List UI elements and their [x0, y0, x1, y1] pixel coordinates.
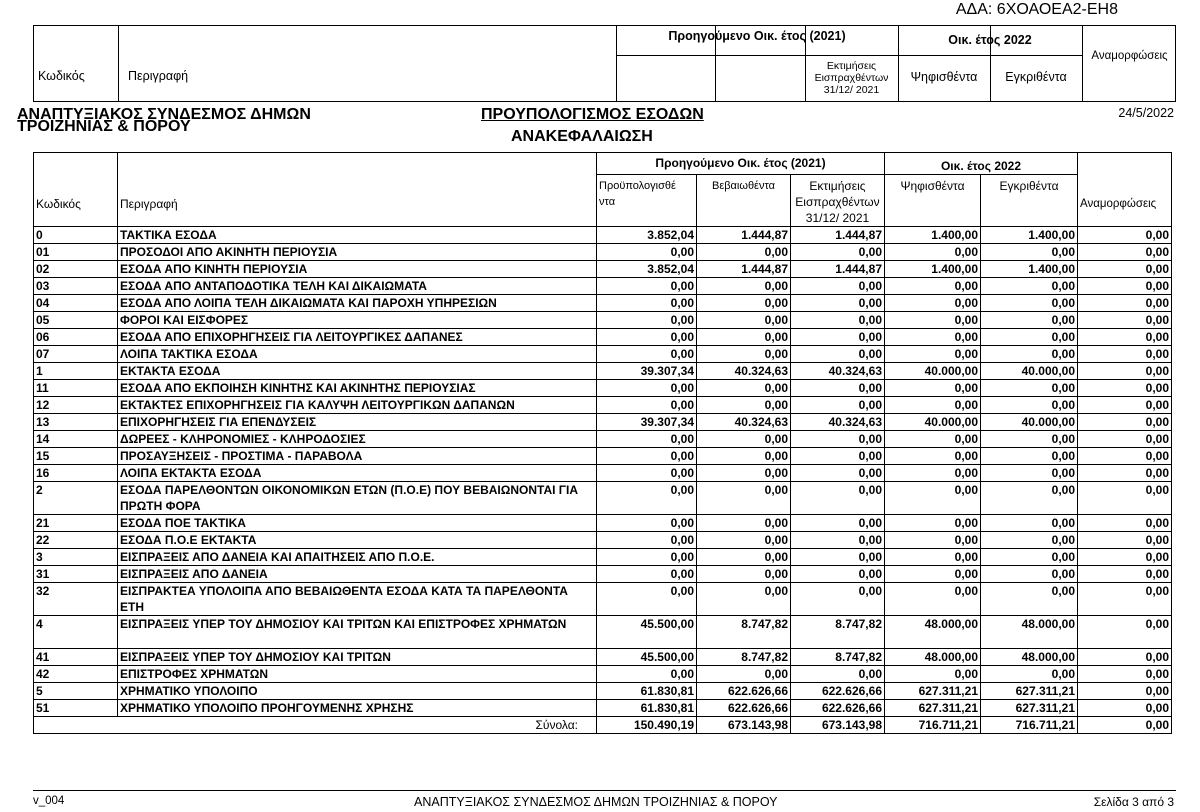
org-name: ΑΝΑΠΤΥΞΙΑΚΟΣ ΣΥΝΔΕΣΜΟΣ ΔΗΜΩΝ: [17, 106, 311, 123]
row-value-r: 0,00: [1078, 532, 1172, 549]
col-prev-year-header: Προηγούμενο Οικ. έτος (2021): [597, 153, 885, 175]
row-code: 01: [34, 244, 118, 261]
header-cur-year: Οικ. έτος 2022: [948, 33, 1032, 47]
row-value-r: 0,00: [1078, 261, 1172, 278]
row-description: ΕΠΙΧΟΡΗΓΗΣΕΙΣ ΓΙΑ ΕΠΕΝΔΥΣΕΙΣ: [118, 414, 597, 431]
table-row: [34, 227, 1172, 244]
row-code: 06: [34, 329, 118, 346]
row-value-b: 0,00: [597, 244, 697, 261]
row-value-b: 61.830,81: [597, 700, 697, 717]
row-value-r: 0,00: [1078, 312, 1172, 329]
row-value-a: 0,00: [981, 532, 1078, 549]
row-value-a: 0,00: [981, 312, 1078, 329]
row-value-a: 0,00: [981, 448, 1078, 465]
totals-label: Σύνολα:: [34, 717, 597, 734]
row-value-r: 0,00: [1078, 566, 1172, 583]
row-code: 42: [34, 666, 118, 683]
row-value-c: 0,00: [697, 295, 791, 312]
row-value-e: 0,00: [791, 431, 885, 448]
row-value-c: 40.324,63: [697, 414, 791, 431]
row-value-c: 0,00: [697, 583, 791, 616]
row-description: ΧΡΗΜΑΤΙΚΟ ΥΠΟΛΟΙΠΟ ΠΡΟΗΓΟΥΜΕΝΗΣ ΧΡΗΣΗΣ: [118, 700, 597, 717]
table-row: [34, 295, 1172, 312]
row-value-c: 0,00: [697, 549, 791, 566]
row-value-r: 0,00: [1078, 482, 1172, 515]
row-value-b: 0,00: [597, 329, 697, 346]
row-code: 02: [34, 261, 118, 278]
row-description: ΔΩΡΕΕΣ - ΚΛΗΡΟΝΟΜΙΕΣ - ΚΛΗΡΟΔΟΣΙΕΣ: [118, 431, 597, 448]
row-value-e: 8.747,82: [791, 616, 885, 649]
table-row: [34, 431, 1172, 448]
row-value-c: 1.444,87: [697, 227, 791, 244]
row-code: 41: [34, 649, 118, 666]
col-budgeted-header: Προϋπολογισθέ ντα: [597, 175, 697, 227]
table-row: [34, 566, 1172, 583]
row-value-b: 0,00: [597, 583, 697, 616]
ada-code: ΑΔΑ: 6ΧΟΑΟΕΑ2-ΕΗ8: [955, 1, 1118, 18]
row-value-e: 0,00: [791, 397, 885, 414]
table-row: [34, 380, 1172, 397]
table-row: [34, 700, 1172, 717]
row-value-b: 45.500,00: [597, 649, 697, 666]
row-description: ΛΟΙΠΑ ΕΚΤΑΚΤΑ ΕΣΟΔΑ: [118, 465, 597, 482]
row-code: 15: [34, 448, 118, 465]
row-value-v: 0,00: [885, 278, 981, 295]
table-row: [34, 532, 1172, 549]
row-value-c: 622.626,66: [697, 700, 791, 717]
table-row: [34, 261, 1172, 278]
table-row: [34, 616, 1172, 649]
table-row: [34, 482, 1172, 515]
row-value-a: 627.311,21: [981, 700, 1078, 717]
table-row: [34, 244, 1172, 261]
row-value-r: 0,00: [1078, 346, 1172, 363]
row-code: 0: [34, 227, 118, 244]
row-value-b: 0,00: [597, 312, 697, 329]
table-row: [34, 312, 1172, 329]
row-description: ΧΡΗΜΑΤΙΚΟ ΥΠΟΛΟΙΠΟ: [118, 683, 597, 700]
row-value-b: 45.500,00: [597, 616, 697, 649]
row-code: 16: [34, 465, 118, 482]
row-value-b: 0,00: [597, 380, 697, 397]
row-value-c: 0,00: [697, 431, 791, 448]
col-certified-header: Βεβαιωθέντα: [697, 175, 791, 227]
row-value-v: 0,00: [885, 583, 981, 616]
row-code: 21: [34, 515, 118, 532]
col-desc-header: Περιγραφή: [118, 153, 597, 227]
row-value-v: 0,00: [885, 380, 981, 397]
row-value-c: 0,00: [697, 278, 791, 295]
total-value-c: 673.143,98: [697, 717, 791, 734]
row-value-a: 40.000,00: [981, 363, 1078, 380]
row-value-e: 0,00: [791, 244, 885, 261]
row-value-v: 627.311,21: [885, 700, 981, 717]
row-value-c: 0,00: [697, 346, 791, 363]
table-row: [34, 683, 1172, 700]
row-value-c: 0,00: [697, 482, 791, 515]
row-value-e: 0,00: [791, 566, 885, 583]
row-description: ΕΣΟΔΑ Π.Ο.Ε ΕΚΤΑΚΤΑ: [118, 532, 597, 549]
row-value-b: 0,00: [597, 566, 697, 583]
row-value-a: 40.000,00: [981, 414, 1078, 431]
footer-version: v_004: [33, 795, 65, 807]
table-row: [34, 278, 1172, 295]
table-row: [34, 666, 1172, 683]
row-description: ΤΑΚΤΙΚΑ ΕΣΟΔΑ: [118, 227, 597, 244]
row-value-v: 0,00: [885, 482, 981, 515]
row-value-r: 0,00: [1078, 363, 1172, 380]
row-description: ΕΠΙΣΤΡΟΦΕΣ ΧΡΗΜΑΤΩΝ: [118, 666, 597, 683]
row-value-c: 0,00: [697, 397, 791, 414]
row-description: ΕΣΟΔΑ ΠΟΕ ΤΑΚΤΙΚΑ: [118, 515, 597, 532]
row-description: ΕΚΤΑΚΤΑ ΕΣΟΔΑ: [118, 363, 597, 380]
row-value-c: 0,00: [697, 566, 791, 583]
row-code: 12: [34, 397, 118, 414]
row-value-v: 0,00: [885, 244, 981, 261]
row-value-e: 0,00: [791, 295, 885, 312]
row-value-b: 3.852,04: [597, 227, 697, 244]
row-value-e: 0,00: [791, 380, 885, 397]
total-value-r: 0,00: [1078, 717, 1172, 734]
table-row: [34, 363, 1172, 380]
row-value-v: 40.000,00: [885, 363, 981, 380]
row-value-c: 0,00: [697, 244, 791, 261]
row-value-e: 0,00: [791, 465, 885, 482]
row-description: ΕΣΟΔΑ ΠΑΡΕΛΘΟΝΤΩΝ ΟΙΚΟΝΟΜΙΚΩΝ ΕΤΩΝ (Π.Ο.Ε) ΠΟΥ ΒΕΒΑΙΩΝΟΝΤΑΙ ΓΙΑ ΠΡΩΤΗ ΦΟΡΑ: [118, 482, 597, 515]
row-value-e: 0,00: [791, 448, 885, 465]
row-value-b: 0,00: [597, 431, 697, 448]
col-cur-year-header: Οικ. έτος 2022: [885, 153, 1078, 175]
row-value-r: 0,00: [1078, 448, 1172, 465]
footer-page: Σελίδα 3 από 3: [1093, 795, 1174, 809]
header-code-label: Κωδικός: [38, 69, 85, 83]
header-prev-year: Προηγούμενο Οικ. έτος (2021): [668, 29, 846, 43]
row-value-a: 0,00: [981, 515, 1078, 532]
row-value-c: 0,00: [697, 465, 791, 482]
row-description: ΕΣΟΔΑ ΑΠΟ ΕΚΠΟΙΗΣΗ ΚΙΝΗΤΗΣ ΚΑΙ ΑΚΙΝΗΤΗΣ ΠΕΡΙΟΥΣΙΑΣ: [118, 380, 597, 397]
col-revisions-header: Αναμορφώσεις: [1078, 153, 1172, 227]
row-value-r: 0,00: [1078, 431, 1172, 448]
header-approved: Εγκριθέντα: [1005, 70, 1067, 84]
row-value-e: 40.324,63: [791, 414, 885, 431]
row-value-e: 0,00: [791, 515, 885, 532]
row-code: 03: [34, 278, 118, 295]
row-value-b: 0,00: [597, 666, 697, 683]
row-value-e: 0,00: [791, 346, 885, 363]
table-row: [34, 346, 1172, 363]
row-value-v: 48.000,00: [885, 616, 981, 649]
row-code: 4: [34, 616, 118, 649]
col-approved-header: Εγκριθέντα: [981, 175, 1078, 227]
row-value-r: 0,00: [1078, 278, 1172, 295]
row-value-r: 0,00: [1078, 616, 1172, 649]
table-row: [34, 549, 1172, 566]
row-description: ΠΡΟΣΟΔΟΙ ΑΠΟ ΑΚΙΝΗΤΗ ΠΕΡΙΟΥΣΙΑ: [118, 244, 597, 261]
row-value-a: 0,00: [981, 244, 1078, 261]
row-value-r: 0,00: [1078, 227, 1172, 244]
row-value-a: 0,00: [981, 549, 1078, 566]
row-value-e: 622.626,66: [791, 700, 885, 717]
row-value-r: 0,00: [1078, 649, 1172, 666]
row-value-c: 0,00: [697, 312, 791, 329]
col-voted-header: Ψηφισθέντα: [885, 175, 981, 227]
row-code: 07: [34, 346, 118, 363]
row-description: ΕΣΟΔΑ ΑΠΟ ΑΝΤΑΠΟΔΟΤΙΚΑ ΤΕΛΗ ΚΑΙ ΔΙΚΑΙΩΜΑΤΑ: [118, 278, 597, 295]
row-value-r: 0,00: [1078, 515, 1172, 532]
row-description: ΛΟΙΠΑ ΤΑΚΤΙΚΑ ΕΣΟΔΑ: [118, 346, 597, 363]
row-value-a: 0,00: [981, 278, 1078, 295]
row-value-r: 0,00: [1078, 666, 1172, 683]
row-code: 2: [34, 482, 118, 515]
row-description: ΕΣΟΔΑ ΑΠΟ ΛΟΙΠΑ ΤΕΛΗ ΔΙΚΑΙΩΜΑΤΑ ΚΑΙ ΠΑΡΟΧΗ ΥΠΗΡΕΣΙΩΝ: [118, 295, 597, 312]
row-value-v: 0,00: [885, 566, 981, 583]
row-value-a: 0,00: [981, 583, 1078, 616]
row-code: 11: [34, 380, 118, 397]
row-value-v: 0,00: [885, 295, 981, 312]
revenue-summary-table: [33, 152, 1172, 734]
row-value-r: 0,00: [1078, 465, 1172, 482]
header-estimates: Εκτιμήσεις Εισπραχθέντων 31/12/ 2021: [814, 60, 889, 96]
row-value-v: 627.311,21: [885, 683, 981, 700]
row-value-r: 0,00: [1078, 380, 1172, 397]
row-value-r: 0,00: [1078, 295, 1172, 312]
row-value-v: 1.400,00: [885, 227, 981, 244]
page-header-box: [33, 25, 1176, 102]
row-value-b: 39.307,34: [597, 363, 697, 380]
row-value-v: 1.400,00: [885, 261, 981, 278]
table-row: [34, 649, 1172, 666]
totals-row: [34, 717, 1172, 734]
row-value-c: 8.747,82: [697, 649, 791, 666]
row-value-v: 0,00: [885, 431, 981, 448]
row-code: 3: [34, 549, 118, 566]
row-value-a: 48.000,00: [981, 649, 1078, 666]
total-value-a: 716.711,21: [981, 717, 1078, 734]
row-value-b: 0,00: [597, 532, 697, 549]
row-value-r: 0,00: [1078, 700, 1172, 717]
row-value-a: 0,00: [981, 431, 1078, 448]
row-value-e: 0,00: [791, 532, 885, 549]
row-value-r: 0,00: [1078, 329, 1172, 346]
row-value-a: 0,00: [981, 346, 1078, 363]
row-value-b: 39.307,34: [597, 414, 697, 431]
row-value-v: 0,00: [885, 329, 981, 346]
row-description: ΕΚΤΑΚΤΕΣ ΕΠΙΧΟΡΗΓΗΣΕΙΣ ΓΙΑ ΚΑΛΥΨΗ ΛΕΙΤΟΥΡΓΙΚΩΝ ΔΑΠΑΝΩΝ: [118, 397, 597, 414]
table-row: [34, 515, 1172, 532]
row-code: 1: [34, 363, 118, 380]
row-value-b: 0,00: [597, 448, 697, 465]
row-value-v: 0,00: [885, 346, 981, 363]
row-value-a: 0,00: [981, 566, 1078, 583]
row-value-a: 48.000,00: [981, 616, 1078, 649]
row-value-e: 8.747,82: [791, 649, 885, 666]
row-value-c: 0,00: [697, 532, 791, 549]
row-value-a: 0,00: [981, 666, 1078, 683]
row-value-v: 0,00: [885, 549, 981, 566]
row-value-a: 0,00: [981, 380, 1078, 397]
header-desc-label: Περιγραφή: [128, 69, 189, 83]
row-value-c: 0,00: [697, 448, 791, 465]
row-value-e: 1.444,87: [791, 261, 885, 278]
row-code: 05: [34, 312, 118, 329]
row-code: 5: [34, 683, 118, 700]
footer-divider: [33, 790, 1176, 791]
row-description: ΕΙΣΠΡΑΞΕΙΣ ΥΠΕΡ ΤΟΥ ΔΗΜΟΣΙΟΥ ΚΑΙ ΤΡΙΤΩΝ ΚΑΙ ΕΠΙΣΤΡΟΦΕΣ ΧΡΗΜΑΤΩΝ: [118, 616, 597, 649]
row-value-e: 0,00: [791, 329, 885, 346]
row-value-c: 8.747,82: [697, 616, 791, 649]
row-value-c: 0,00: [697, 666, 791, 683]
row-value-e: 622.626,66: [791, 683, 885, 700]
row-value-b: 61.830,81: [597, 683, 697, 700]
row-value-v: 0,00: [885, 448, 981, 465]
table-row: [34, 583, 1172, 616]
row-description: ΕΙΣΠΡΑΞΕΙΣ ΑΠΟ ΔΑΝΕΙΑ: [118, 566, 597, 583]
row-value-a: 0,00: [981, 295, 1078, 312]
table-row: [34, 397, 1172, 414]
row-value-r: 0,00: [1078, 414, 1172, 431]
row-description: ΕΣΟΔΑ ΑΠΟ ΕΠΙΧΟΡΗΓΗΣΕΙΣ ΓΙΑ ΛΕΙΤΟΥΡΓΙΚΕΣ ΔΑΠΑΝΕΣ: [118, 329, 597, 346]
row-value-e: 40.324,63: [791, 363, 885, 380]
org-name-cut: ΤΡΟΙΖΗΝΙΑΣ & ΠΟΡΟΥ: [17, 118, 191, 135]
row-value-e: 1.444,87: [791, 227, 885, 244]
document-subtitle: ΑΝΑΚΕΦΑΛΑΙΩΣΗ: [511, 128, 653, 145]
row-value-e: 0,00: [791, 666, 885, 683]
total-value-e: 673.143,98: [791, 717, 885, 734]
row-value-c: 0,00: [697, 380, 791, 397]
row-code: 22: [34, 532, 118, 549]
col-code-header: Κωδικός: [34, 153, 118, 227]
row-value-b: 0,00: [597, 515, 697, 532]
row-value-e: 0,00: [791, 583, 885, 616]
row-value-b: 0,00: [597, 278, 697, 295]
row-value-r: 0,00: [1078, 549, 1172, 566]
table-row: [34, 329, 1172, 346]
row-value-b: 0,00: [597, 397, 697, 414]
document-title: ΠΡΟΥΠΟΛΟΓΙΣΜΟΣ ΕΣΟΔΩΝ: [481, 106, 704, 123]
row-value-r: 0,00: [1078, 244, 1172, 261]
row-value-b: 0,00: [597, 549, 697, 566]
row-value-a: 627.311,21: [981, 683, 1078, 700]
row-description: ΕΣΟΔΑ ΑΠΟ ΚΙΝΗΤΗ ΠΕΡΙΟΥΣΙΑ: [118, 261, 597, 278]
row-value-a: 0,00: [981, 397, 1078, 414]
row-code: 51: [34, 700, 118, 717]
table-row: [34, 414, 1172, 431]
row-code: 04: [34, 295, 118, 312]
row-value-r: 0,00: [1078, 397, 1172, 414]
row-code: 32: [34, 583, 118, 616]
row-code: 31: [34, 566, 118, 583]
row-value-b: 0,00: [597, 346, 697, 363]
row-value-c: 40.324,63: [697, 363, 791, 380]
header-voted: Ψηφισθέντα: [910, 70, 978, 84]
row-description: ΕΙΣΠΡΑΚΤΕΑ ΥΠΟΛΟΙΠΑ ΑΠΟ ΒΕΒΑΙΩΘΕΝΤΑ ΕΣΟΔΑ ΚΑΤΑ ΤΑ ΠΑΡΕΛΘΟΝΤΑ ΕΤΗ: [118, 583, 597, 616]
document-date: 24/5/2022: [1118, 106, 1174, 120]
row-value-b: 3.852,04: [597, 261, 697, 278]
row-value-c: 1.444,87: [697, 261, 791, 278]
row-code: 13: [34, 414, 118, 431]
footer-org: ΑΝΑΠΤΥΞΙΑΚΟΣ ΣΥΝΔΕΣΜΟΣ ΔΗΜΩΝ ΤΡΟΙΖΗΝΙΑΣ & ΠΟΡΟΥ: [414, 795, 778, 809]
row-value-v: 0,00: [885, 312, 981, 329]
row-value-a: 0,00: [981, 465, 1078, 482]
row-code: 14: [34, 431, 118, 448]
row-value-b: 0,00: [597, 465, 697, 482]
row-value-c: 622.626,66: [697, 683, 791, 700]
row-value-v: 0,00: [885, 666, 981, 683]
row-description: ΦΟΡΟΙ ΚΑΙ ΕΙΣΦΟΡΕΣ: [118, 312, 597, 329]
row-value-a: 0,00: [981, 482, 1078, 515]
total-value-b: 150.490,19: [597, 717, 697, 734]
row-value-e: 0,00: [791, 549, 885, 566]
row-value-e: 0,00: [791, 482, 885, 515]
table-row: [34, 465, 1172, 482]
total-value-v: 716.711,21: [885, 717, 981, 734]
row-value-v: 0,00: [885, 532, 981, 549]
row-value-v: 0,00: [885, 397, 981, 414]
table-row: [34, 448, 1172, 465]
row-value-e: 0,00: [791, 278, 885, 295]
row-value-v: 0,00: [885, 515, 981, 532]
row-description: ΕΙΣΠΡΑΞΕΙΣ ΑΠΟ ΔΑΝΕΙΑ ΚΑΙ ΑΠΑΙΤΗΣΕΙΣ ΑΠΟ Π.Ο.Ε.: [118, 549, 597, 566]
header-revisions: Αναμορφώσεις: [1091, 50, 1168, 62]
row-value-c: 0,00: [697, 329, 791, 346]
row-description: ΕΙΣΠΡΑΞΕΙΣ ΥΠΕΡ ΤΟΥ ΔΗΜΟΣΙΟΥ ΚΑΙ ΤΡΙΤΩΝ: [118, 649, 597, 666]
row-value-r: 0,00: [1078, 683, 1172, 700]
row-value-r: 0,00: [1078, 583, 1172, 616]
row-value-a: 0,00: [981, 329, 1078, 346]
row-value-c: 0,00: [697, 515, 791, 532]
row-value-v: 0,00: [885, 465, 981, 482]
row-value-e: 0,00: [791, 312, 885, 329]
col-estimates-header: Εκτιμήσεις Εισπραχθέντων 31/12/ 2021: [791, 175, 885, 227]
row-value-b: 0,00: [597, 482, 697, 515]
row-value-a: 1.400,00: [981, 261, 1078, 278]
row-value-b: 0,00: [597, 295, 697, 312]
row-value-a: 1.400,00: [981, 227, 1078, 244]
row-description: ΠΡΟΣΑΥΞΗΣΕΙΣ - ΠΡΟΣΤΙΜΑ - ΠΑΡΑΒΟΛΑ: [118, 448, 597, 465]
row-value-v: 48.000,00: [885, 649, 981, 666]
row-value-v: 40.000,00: [885, 414, 981, 431]
